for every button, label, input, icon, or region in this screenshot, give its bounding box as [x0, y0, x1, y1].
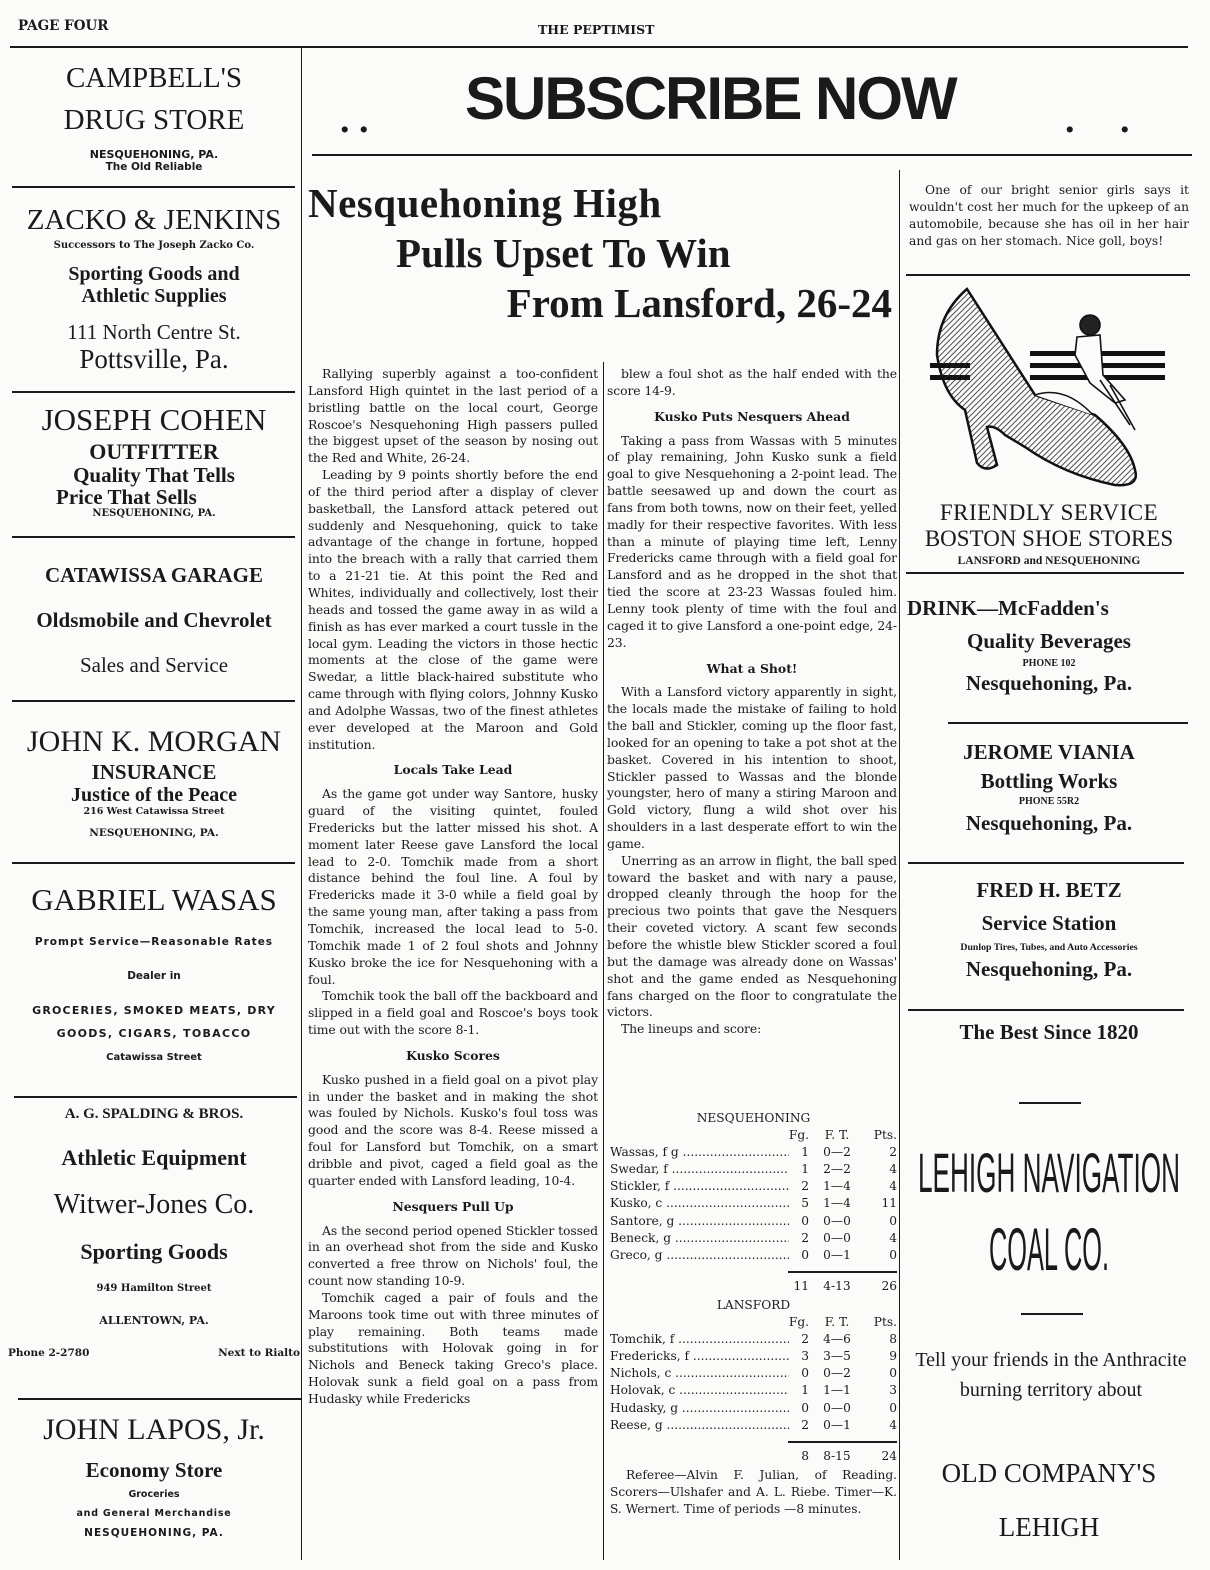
free-throws: 1—4 — [823, 1179, 851, 1194]
ad-rule — [12, 862, 295, 864]
paragraph: Tomchik caged a pair of fouls and the Maroons took time out with three minutes of play remaining. Both teams made substitutions with Holovak going in for Nichols and Beneck taking Greco's place. Holovak sunk a field goal on a pass from Hudasky while Fredericks — [308, 1289, 598, 1406]
player-row — [610, 1348, 897, 1365]
subhead: Kusko Scores — [406, 1047, 500, 1063]
player-row — [610, 1365, 897, 1382]
ad-address: Catawissa Street — [106, 1052, 202, 1063]
newspaper-title: THE PEPTIMIST — [538, 22, 655, 37]
ad-name: JEROME VIANIA — [963, 740, 1135, 764]
player-name: Fredericks, f ..... — [610, 1348, 789, 1365]
ad-phone: PHONE 55R2 — [1018, 796, 1080, 807]
player-row — [610, 1178, 897, 1195]
player-row — [610, 1247, 897, 1264]
ad-line: Sales and Service — [79, 653, 229, 677]
ad-rule — [906, 274, 1190, 276]
box-score — [610, 1110, 897, 1518]
ad-spalding — [8, 1106, 300, 1359]
ad-town: NESQUEHONING, PA. — [89, 148, 219, 161]
ad-line: Justice of the Peace — [70, 784, 238, 806]
field-goals: 0 — [801, 1247, 809, 1262]
paragraph: Rallying superbly against a too-confident Lansford High quintet in the last period of a bristling battle on the local court, George Roscoe's Nesquehoning High passers pulled the biggest upset of the season by nosing out the Red and White, 26-24. — [308, 366, 598, 466]
ad-line: Sporting Goods and — [68, 263, 240, 285]
field-goals: 3 — [801, 1349, 809, 1364]
paragraph: As the game got under way Santore, husky guard of the visiting quintet, fouled Fredericks but the latter missed his shot. A moment later Reese gave Lansford the local lead to 2-0. Tomchik made from a short distance behind the foul line. A foul by Fredericks made it 3-0 while a field goal by the same young man, after taking a pass from Tomchik, increased the local lead to 5-0. Tomchik made 1 of 2 foul shots and Johnny Kusko broke the ice for Nesquehoning with a foul. — [308, 786, 598, 987]
paragraph: Taking a pass from Wassas with 5 minutes of play remaining, John Kusko sunk a field goal to give Nesquehoning a 2-point lead. The battle seesawed up and down the court as fans from both towns, now on their feet, yelled madly for their respective favorites. With less than a minute of playing time left, Lenny Fredericks came through with a field goal for Lansford and as he dropped in the shot that tied the score at 23-23 Wassas fouled him. Lenny took plenty of time with the foul and caged it to give Lansford a one-point edge, 24-23. — [607, 432, 897, 650]
ad-line: Groceries — [128, 1489, 180, 1500]
free-throws: 4—6 — [823, 1332, 851, 1347]
ad-name: CAMPBELL'S — [65, 62, 243, 94]
ad-city: ALLENTOWN, PA. — [99, 1314, 209, 1327]
ad-location-note: Next to Rialto — [218, 1347, 300, 1359]
ad-mcfadden — [903, 596, 1195, 696]
article-column-1 — [308, 366, 598, 1408]
ad-town: NESQUEHONING, PA. — [89, 827, 219, 839]
ad-name: ZACKO & JENKINS — [26, 204, 282, 236]
paragraph: Tomchik took the ball off the backboard and slipped in a field goal and Roscoe's boys took time out with the score 8-1. — [308, 988, 598, 1038]
ad-line: Dunlop Tires, Tubes, and Auto Accessories — [960, 942, 1138, 953]
ad-towns: LANSFORD and NESQUEHONING — [957, 555, 1141, 567]
ad-line: FRIENDLY SERVICE — [939, 500, 1159, 525]
field-goals: 1 — [801, 1145, 809, 1160]
ad-name: CATAWISSA GARAGE — [44, 563, 264, 587]
page-number: PAGE FOUR — [18, 18, 109, 34]
paragraph: Unerring as an arrow in flight, the ball sped toward the basket and with nary a pause, dropped cleanly through the hoop for the precious two points that gave the Nesquers their coveted victory. A scant few seconds before the whistle blew Stickler scored a foul but the damage was already done on Wassas' shot and the game ended as Nesquehoning fans charged on the floor to congratulate the victors. — [607, 852, 897, 1020]
ad-address: 111 North Centre St. — [67, 320, 241, 344]
col-header: F. T. — [824, 1128, 850, 1143]
player-row — [610, 1213, 897, 1230]
total-field-goals: 8 — [801, 1448, 809, 1463]
ad-campbells-drug-store — [8, 56, 300, 173]
subhead: Nesquers Pull Up — [392, 1198, 514, 1214]
total-free-throws: 8-15 — [823, 1448, 851, 1463]
shoe-illustration — [925, 285, 1165, 500]
player-name: Holovak, c ..... — [610, 1382, 789, 1399]
ad-line: Athletic Supplies — [81, 285, 227, 307]
points: 8 — [889, 1332, 897, 1347]
ad-address: 216 West Catawissa Street — [83, 806, 225, 817]
player-name: Reese, g ..... — [610, 1417, 789, 1434]
field-goals: 0 — [801, 1366, 809, 1381]
ad-name: JOHN K. MORGAN — [26, 725, 282, 758]
ad-john-lapos — [8, 1410, 300, 1539]
total-rule — [788, 1441, 897, 1443]
player-name: Stickler, f ..... — [610, 1178, 789, 1195]
banner-dots-right: . . — [1065, 99, 1148, 141]
total-free-throws: 4-13 — [823, 1278, 851, 1293]
banner-dots-left: . . — [340, 99, 369, 141]
field-goals: 1 — [801, 1383, 809, 1398]
free-throws: 2—2 — [823, 1162, 851, 1177]
points: 11 — [881, 1196, 897, 1211]
ad-line: GOODS, CIGARS, TOBACCO — [56, 1027, 252, 1040]
player-name: Nichols, c ..... — [610, 1365, 789, 1382]
ad-rule — [948, 722, 1188, 724]
points: 0 — [889, 1247, 897, 1262]
ad-line: Quality That Tells — [73, 463, 235, 487]
ad-line: Sporting Goods — [80, 1239, 228, 1264]
ad-title: OUTFITTER — [89, 439, 219, 464]
free-throws: 0—1 — [823, 1247, 851, 1262]
total-row — [610, 1448, 897, 1465]
ad-phone: Phone 2-2780 — [8, 1347, 90, 1359]
headline-line: Nesquehoning High — [308, 180, 662, 226]
subhead: What a Shot! — [706, 660, 798, 676]
player-row — [610, 1331, 897, 1348]
ad-name: DRUG STORE — [63, 104, 245, 136]
ad-line: Oldsmobile and Chevrolet — [36, 608, 272, 632]
banner-text: SUBSCRIBE NOW — [465, 65, 956, 132]
ad-brand: OLD COMPANY'S — [941, 1458, 1157, 1488]
ad-catawissa-garage — [8, 563, 300, 678]
ad-town: Nesquehoning, Pa. — [965, 671, 1133, 695]
ad-rule — [12, 700, 295, 702]
paragraph: With a Lansford victory apparently in sight, the locals made the mistake of failing to hold the ball and Stickler, coming up the floor fast, looked for an opening to take a pot shot at the basket. Covered in his intention to shoot, Stickler passed to Wassas and the blonde youngster, hero of many a stiring Maroon and Gold victory, flung a wild shot over his shoulders in a last desperate effort to win the game. — [607, 684, 897, 851]
ad-john-k-morgan — [8, 724, 300, 839]
ad-jerome-viania — [903, 740, 1195, 836]
field-goals: 5 — [801, 1196, 809, 1211]
ad-line: Quality Beverages — [967, 629, 1131, 653]
total-points: 24 — [881, 1448, 897, 1463]
player-row — [610, 1161, 897, 1178]
joke-item: One of our bright senior girls says it wouldn't cost her much for the upkeep of an automobile, because she has oil in her hair and gas on her stomach. Nice goll, boys! — [909, 183, 1189, 248]
ad-line: Service Station — [981, 911, 1117, 935]
player-row — [610, 1230, 897, 1247]
ad-city: Pottsville, Pa. — [79, 344, 229, 374]
player-name: Beneck, g ..... — [610, 1230, 789, 1247]
ad-address: 949 Hamilton Street — [96, 1283, 212, 1294]
player-name: Swedar, f ..... — [610, 1161, 789, 1178]
column-rule-left — [301, 48, 302, 1560]
player-row — [610, 1382, 897, 1399]
total-field-goals: 11 — [793, 1278, 809, 1293]
paragraph: blew a foul shot as the half ended with the score 14-9. — [607, 366, 897, 398]
free-throws: 0—0 — [823, 1400, 851, 1415]
officials: Referee—Alvin F. Julian, of Reading. Scorers—Ulshafer and A. L. Riebe. Timer—K. S. Wernert. Time of periods —8 minutes. — [610, 1467, 897, 1516]
ad-town: Nesquehoning, Pa. — [965, 957, 1133, 981]
team-name: NESQUEHONING — [696, 1111, 811, 1125]
header-rule — [10, 46, 1188, 48]
ad-phone: PHONE 102 — [1022, 658, 1076, 669]
ad-rule — [906, 572, 1184, 574]
total-row — [610, 1278, 897, 1295]
col-header: Fg. — [788, 1128, 809, 1143]
column-rule — [603, 362, 604, 1560]
ad-name: A. G. SPALDING & BROS. — [64, 1106, 244, 1122]
ad-name: BOSTON SHOE STORES — [924, 526, 1174, 551]
ad-name: COAL CO. — [989, 1216, 1109, 1280]
paragraph: The lineups and score: — [621, 1021, 762, 1037]
free-throws: 0—0 — [823, 1213, 851, 1228]
player-name: Greco, g ..... — [610, 1247, 789, 1264]
ad-line: GROCERIES, SMOKED MEATS, DRY — [32, 1004, 276, 1017]
points: 2 — [889, 1145, 897, 1160]
ad-town: NESQUEHONING, PA. — [92, 508, 216, 519]
col-header: F. T. — [824, 1315, 850, 1330]
ad-name: JOSEPH COHEN — [41, 402, 267, 437]
ad-tagline: The Old Reliable — [105, 161, 203, 173]
points: 4 — [889, 1417, 897, 1432]
team-name: LANSFORD — [716, 1297, 791, 1312]
subscribe-banner — [305, 58, 1195, 148]
ad-lehigh-navigation — [903, 1020, 1195, 1560]
banner-rule — [312, 154, 1192, 156]
player-row — [610, 1195, 897, 1212]
field-goals: 2 — [801, 1179, 809, 1194]
points: 0 — [889, 1400, 897, 1415]
total-points: 26 — [881, 1278, 897, 1293]
free-throws: 1—1 — [823, 1383, 851, 1398]
field-goals: 0 — [801, 1213, 809, 1228]
paragraph: Leading by 9 points shortly before the end of the third period after a display of clever basketball, the Lansford attack petered out suddenly and Nesquehoning, quick to take advantage of the change in fortune, hopped into the breach with a rally that carried them to a 21-21 tie. At this point the Red and Whites, individually and collectively, lost their heads and tossed the game away in as wild a finish as has ever marked a court tussle in the local gym. Leading the victors in those hectic moments at the close of the game were Swedar, a little black-haired substitute who came through with flying colors, Johnny Kusko and Adolphe Wassas, two of the finest athletes ever developed at the Maroon and Gold institution. — [308, 467, 598, 752]
field-goals: 2 — [801, 1230, 809, 1245]
field-goals: 0 — [801, 1400, 809, 1415]
ad-brand: LEHIGH — [998, 1512, 1100, 1542]
ad-gabriel-wasas — [8, 880, 300, 1063]
ad-rule — [12, 186, 295, 188]
ad-name: GABRIEL WASAS — [31, 882, 277, 917]
ad-line: Tell your friends in the Anthracite burning territory about — [915, 1349, 1187, 1401]
lehigh-name-line1 — [909, 1138, 1189, 1202]
ad-rule — [1019, 1102, 1081, 1104]
column-rule — [899, 170, 900, 1560]
points: 4 — [889, 1179, 897, 1194]
player-name: Kusko, c ..... — [610, 1195, 789, 1212]
free-throws: 3—5 — [823, 1349, 851, 1364]
player-name: Wassas, f g ..... — [610, 1144, 789, 1161]
col-header: Pts. — [873, 1128, 897, 1143]
player-name: Santore, g ..... — [610, 1213, 789, 1230]
ad-company: Witwer-Jones Co. — [53, 1189, 255, 1220]
subhead: Kusko Puts Nesquers Ahead — [654, 408, 850, 424]
ad-rule — [12, 391, 295, 393]
ad-subtitle: Successors to The Joseph Zacko Co. — [53, 240, 255, 251]
player-row — [610, 1417, 897, 1434]
ad-line: Dealer in — [127, 970, 181, 982]
field-goals: 1 — [801, 1162, 809, 1177]
ad-zacko-jenkins — [8, 200, 300, 373]
ad-line: Economy Store — [85, 1458, 223, 1482]
ad-name: JOHN LAPOS, Jr. — [43, 1413, 265, 1446]
ad-line: Bottling Works — [980, 769, 1118, 793]
paragraph: Kusko pushed in a field goal on a pivot play in under the basket and in making the shot was fouled by Nichols. Kusko's foul toss was good and the score was 8-4. Reese missed a foul for Lansford but Tomchik, on a smart dribble and pivot, caged a field goal as the quarter ended with Lansford leading, 10-4. — [308, 1071, 598, 1188]
ad-line: Prompt Service—Reasonable Rates — [34, 936, 274, 948]
free-throws: 0—1 — [823, 1417, 851, 1432]
subhead: Locals Take Lead — [393, 762, 513, 778]
player-row — [610, 1400, 897, 1417]
ad-joseph-cohen — [8, 400, 300, 519]
free-throws: 0—2 — [823, 1366, 851, 1381]
points: 4 — [889, 1162, 897, 1177]
ad-rule — [18, 1398, 301, 1400]
ad-rule — [14, 1096, 297, 1098]
points: 4 — [889, 1230, 897, 1245]
ad-rule — [12, 536, 295, 538]
ad-line: and General Merchandise — [76, 1508, 232, 1519]
ad-name: DRINK—McFadden's — [907, 596, 1109, 620]
headline-line: Pulls Upset To Win — [396, 230, 731, 276]
ad-line: Price That Sells — [56, 485, 197, 509]
field-goals: 2 — [801, 1332, 809, 1347]
ad-rule — [1021, 1313, 1083, 1315]
points: 3 — [889, 1383, 897, 1398]
ad-rule — [908, 1009, 1184, 1011]
ad-town: Nesquehoning, Pa. — [965, 811, 1133, 835]
points: 0 — [889, 1213, 897, 1228]
ad-slogan: The Best Since 1820 — [959, 1020, 1139, 1044]
headline-line: From Lansford, 26-24 — [506, 280, 892, 326]
field-goals: 2 — [801, 1417, 809, 1432]
player-name: Hudasky, g ..... — [610, 1400, 789, 1417]
col-header: Pts. — [873, 1315, 897, 1330]
article-headline — [308, 178, 898, 328]
box-header-row — [610, 1314, 897, 1331]
player-name: Tomchik, f ..... — [610, 1331, 789, 1348]
box-header-row — [610, 1127, 897, 1144]
free-throws: 0—0 — [823, 1230, 851, 1245]
article-column-2 — [607, 366, 897, 1038]
ad-boston-shoe-stores — [903, 500, 1195, 570]
ad-fred-betz — [903, 878, 1195, 982]
total-rule — [788, 1271, 897, 1273]
ad-title: INSURANCE — [91, 760, 217, 784]
ad-name: FRED H. BETZ — [976, 878, 1122, 902]
ad-line: Athletic Equipment — [61, 1145, 247, 1170]
free-throws: 1—4 — [823, 1196, 851, 1211]
ad-town: NESQUEHONING, PA. — [84, 1527, 224, 1539]
col-header: Fg. — [788, 1315, 809, 1330]
ad-rule — [908, 862, 1184, 864]
points: 9 — [889, 1349, 897, 1364]
player-row — [610, 1144, 897, 1161]
paragraph: As the second period opened Stickler tossed in an overhead shot from the side and Kusko converted a free throw on Nichols' foul, the count now standing 10-9. — [308, 1222, 598, 1289]
points: 0 — [889, 1366, 897, 1381]
lehigh-name-line2 — [969, 1212, 1129, 1280]
ad-name: LEHIGH NAVIGATION — [918, 1141, 1180, 1202]
free-throws: 0—2 — [823, 1145, 851, 1160]
